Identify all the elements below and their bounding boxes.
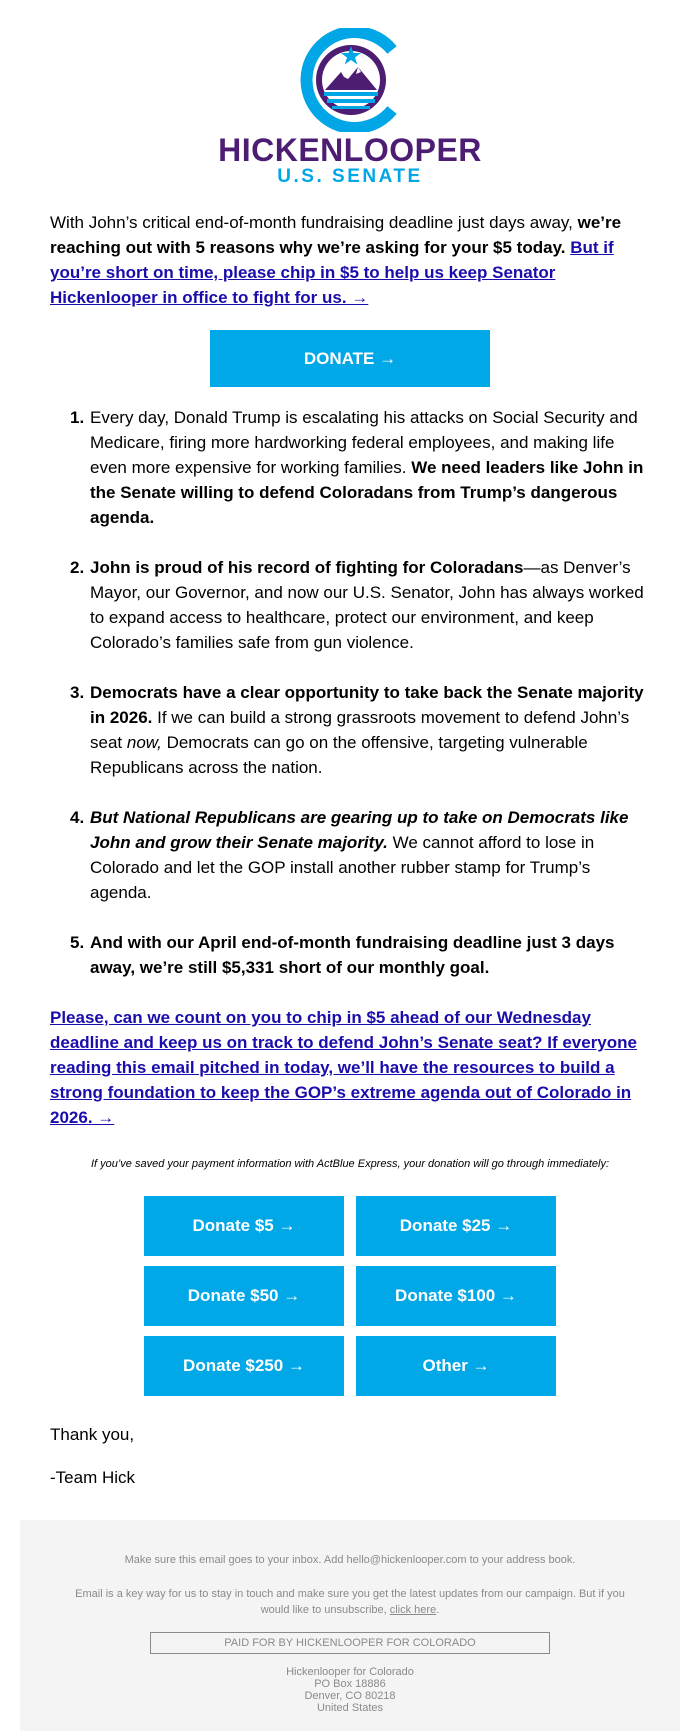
reason-2-bold: John is proud of his record of fighting for Coloradans bbox=[90, 558, 524, 577]
unsubscribe-link[interactable]: click here bbox=[389, 1604, 437, 1616]
intro-donate-link[interactable]: But if you’re short on time, please chip in $5 to help us keep Senator Hickenlooper in office to fight for us. → bbox=[50, 238, 614, 307]
address-line: PO Box 18886 bbox=[314, 1678, 386, 1690]
list-item bbox=[90, 680, 650, 780]
address-line: Hickenlooper for Colorado bbox=[286, 1666, 414, 1678]
signature: -Team Hick bbox=[50, 1468, 136, 1487]
reason-1-bold: We need leaders like John in the Senate willing to defend Coloradans from Trump’s dangerous agenda. bbox=[90, 458, 644, 527]
donate-50-button[interactable]: Donate $50 → bbox=[144, 1266, 344, 1326]
footer bbox=[20, 1520, 680, 1731]
cta-paragraph bbox=[50, 1005, 650, 1130]
intro-bold-text: we’re reaching out with 5 reasons why we’re asking for your $5 today. bbox=[50, 213, 622, 257]
donate-5-button[interactable]: Donate $5 → bbox=[144, 1196, 344, 1256]
donate-other-button[interactable]: Other → bbox=[356, 1336, 556, 1396]
donate-100-button[interactable]: Donate $100 → bbox=[356, 1266, 556, 1326]
donate-25-button[interactable]: Donate $25 → bbox=[356, 1196, 556, 1256]
reason-5-bold: And with our April end-of-month fundraising deadline just 3 days away, we’re still $5,331 short of our monthly goal. bbox=[90, 933, 615, 977]
donate-button[interactable]: DONATE → bbox=[210, 330, 490, 387]
reason-1-text: Every day, Donald Trump is escalating his attacks on Social Security and Medicare, firing more hardworking federal employees, and making life even more expensive for working families. bbox=[90, 408, 638, 477]
reason-4-text: We cannot afford to lose in Colorado and let the GOP install another rubber stamp for Trump’s agenda. bbox=[90, 833, 595, 902]
inbox-note: Make sure this email goes to your inbox. Add hello@hickenlooper.com to your address book. bbox=[124, 1554, 576, 1566]
address-line: United States bbox=[316, 1702, 384, 1714]
cta-donate-link[interactable]: Please, can we count on you to chip in $5 ahead of our Wednesday deadline and keep us on track to defend John’s Senate seat? If everyone reading this email pitched in today, we’ll have the resources to build a strong foundation to keep the GOP’s extreme agenda out of Colorado in 2026. → bbox=[50, 1008, 637, 1127]
brand-name: HICKENLOOPER bbox=[218, 132, 482, 168]
donate-250-button[interactable]: Donate $250 → bbox=[144, 1336, 344, 1396]
mailing-address bbox=[60, 1666, 640, 1714]
list-item bbox=[90, 805, 650, 905]
thanks-text: Thank you, bbox=[50, 1425, 135, 1444]
reason-4-bold-italic: But National Republicans are gearing up to take on Democrats like John and grow their Senate majority. bbox=[90, 808, 629, 852]
reason-3-bold: Democrats have a clear opportunity to take back the Senate majority in 2026. bbox=[90, 683, 644, 727]
signoff bbox=[50, 1422, 650, 1490]
reason-3-text-b: Democrats can go on the offensive, targeting vulnerable Republicans across the nation. bbox=[90, 733, 588, 777]
reason-3-text-a: If we can build a strong grassroots movement to defend John’s seat bbox=[90, 708, 630, 752]
campaign-logo-icon bbox=[294, 28, 406, 132]
intro-paragraph bbox=[50, 210, 650, 310]
unsubscribe-end: . bbox=[436, 1604, 440, 1616]
unsubscribe-note bbox=[60, 1586, 640, 1618]
list-item bbox=[90, 555, 650, 655]
intro-text: With John’s critical end-of-month fundraising deadline just days away, bbox=[50, 213, 578, 232]
list-item bbox=[90, 405, 650, 530]
brand-subtitle: U.S. SENATE bbox=[277, 166, 423, 187]
reason-3-italic: now, bbox=[126, 733, 162, 752]
address-line: Denver, CO 80218 bbox=[304, 1690, 396, 1702]
actblue-express-note: If you’ve saved your payment information with ActBlue Express, your donation will go through immediately: bbox=[90, 1158, 610, 1170]
reasons-list bbox=[50, 405, 650, 980]
list-item bbox=[90, 930, 650, 980]
reason-2-text: —as Denver’s Mayor, our Governor, and now our U.S. Senator, John has always worked to expand access to healthcare, protect our environment, and keep Colorado’s families safe from gun violence. bbox=[90, 558, 644, 652]
donation-amount-grid bbox=[144, 1196, 556, 1396]
unsubscribe-text: Email is a key way for us to stay in touch and make sure you get the latest updates from our campaign. But if you would like to unsubscribe, bbox=[75, 1588, 625, 1616]
paid-for-disclaimer: PAID FOR BY HICKENLOOPER FOR COLORADO bbox=[150, 1632, 550, 1654]
header-logo bbox=[0, 0, 700, 200]
